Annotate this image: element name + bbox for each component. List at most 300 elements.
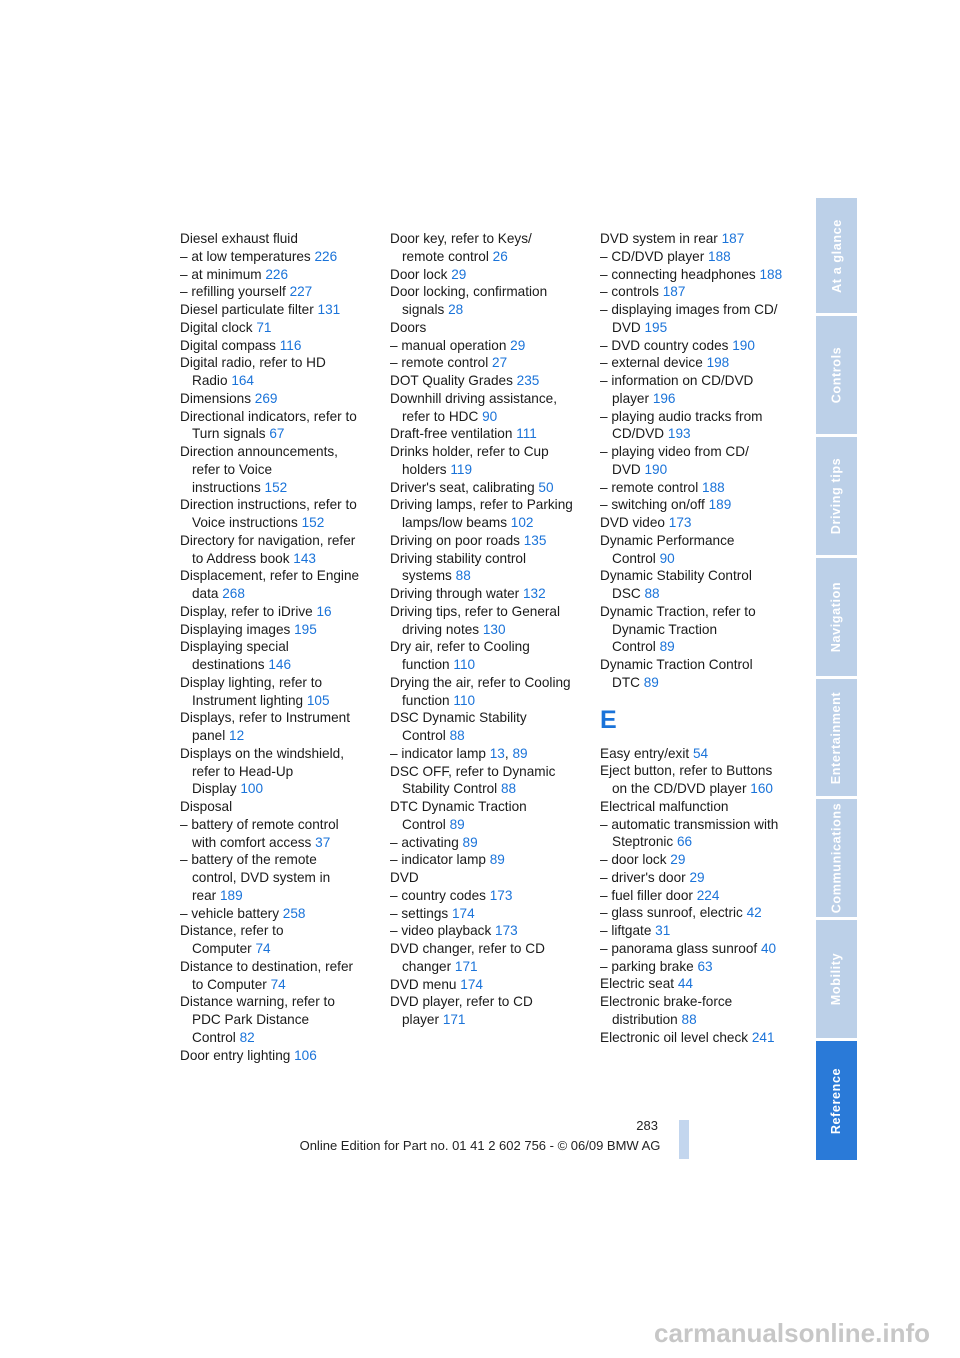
index-entry	[390, 390, 582, 426]
index-entry-text: instructions	[192, 479, 261, 495]
index-entry-text: DVD	[390, 870, 419, 885]
section-tab-label: Entertainment	[829, 691, 844, 784]
index-entry-text: – controls	[600, 284, 659, 300]
page-reference-link[interactable]: 13	[489, 745, 505, 761]
index-entry-text: Display	[192, 781, 237, 797]
index-entry-text: Direction announcements,	[180, 444, 338, 459]
page-reference-link[interactable]: 28	[448, 302, 464, 317]
index-entry	[600, 514, 792, 532]
index-entry-text: – driver's door	[600, 869, 686, 885]
page-reference-link[interactable]: 190	[644, 461, 668, 477]
page-reference-link[interactable]: 110	[453, 657, 476, 672]
index-column-1	[180, 230, 372, 1064]
page-reference-link[interactable]: 189	[219, 887, 243, 903]
index-entry	[390, 496, 582, 532]
page-reference-link[interactable]: 88	[449, 728, 465, 743]
index-entry-text: Driving on poor roads	[390, 532, 520, 548]
page-reference-link[interactable]: 105	[306, 692, 330, 708]
index-entry	[180, 621, 372, 639]
index-entry	[180, 443, 372, 496]
index-entry-text: Control	[402, 728, 446, 743]
page-reference-link[interactable]: 188	[708, 248, 731, 264]
index-entry	[600, 567, 792, 603]
index-entry-text: DSC OFF, refer to Dynamic	[390, 763, 556, 779]
section-tab-label: Navigation	[829, 581, 844, 653]
section-tab-label: Mobility	[829, 952, 844, 1006]
page-reference-link[interactable]: 131	[317, 302, 341, 317]
section-tab-driving-tips[interactable]	[816, 437, 857, 555]
index-column-2	[390, 230, 582, 1029]
index-entry-text: – fuel filler door	[600, 887, 693, 903]
page-reference-link[interactable]: 16	[316, 603, 332, 619]
page-reference-link[interactable]: 188	[702, 479, 725, 495]
index-entry-text: – panorama glass sunroof	[600, 940, 758, 956]
index-entry	[600, 904, 792, 922]
index-entry-text: rear	[192, 887, 217, 903]
page-reference-link[interactable]: 152	[264, 479, 288, 495]
page-reference-link[interactable]: 89	[462, 834, 478, 850]
index-entry-text: Computer	[192, 941, 252, 956]
page-reference-link[interactable]: 171	[442, 1012, 466, 1027]
index-entry	[390, 834, 582, 852]
index-entry-text: Directory for navigation, refer	[180, 532, 356, 548]
index-entry	[180, 496, 372, 532]
index-entry-text: – external device	[600, 355, 703, 371]
index-entry-text: Dynamic Traction	[612, 621, 718, 637]
page-reference-link[interactable]: 258	[282, 905, 306, 921]
index-entry-text: player	[402, 1012, 440, 1027]
index-entry	[390, 603, 582, 639]
index-entry-text: to Address book	[192, 550, 290, 566]
index-entry-text: – battery of remote control	[180, 816, 339, 832]
index-entry-text: – information on CD/DVD	[600, 373, 754, 388]
index-entry-text: data	[192, 586, 219, 601]
page-reference-link[interactable]: 63	[697, 958, 713, 974]
page-reference-link[interactable]: 37	[315, 834, 331, 850]
page-reference-link[interactable]: 88	[455, 568, 471, 584]
index-entry-text: Digital radio, refer to HD	[180, 355, 326, 371]
page-reference-link[interactable]: 12	[229, 728, 245, 743]
index-entry	[390, 425, 582, 443]
index-entry	[180, 390, 372, 408]
index-entry-text: – indicator lamp	[390, 745, 486, 761]
page-reference-link[interactable]: 119	[450, 461, 473, 477]
index-entry	[600, 816, 792, 852]
page-reference-link[interactable]: 160	[750, 781, 773, 796]
page-reference-link[interactable]: 195	[644, 319, 668, 335]
section-tab-mobility[interactable]	[816, 920, 857, 1038]
index-entry-text: PDC Park Distance	[192, 1012, 310, 1027]
index-entry-text: – settings	[390, 905, 449, 921]
index-entry	[600, 354, 792, 372]
index-entry	[600, 603, 792, 656]
index-entry-text: – playing video from CD/	[600, 444, 749, 459]
index-entry	[180, 745, 372, 798]
index-entry	[180, 248, 372, 266]
page-reference-link[interactable]: 71	[256, 319, 272, 335]
index-entry-text: – indicator lamp	[390, 852, 486, 868]
index-entry-text: Control	[612, 550, 656, 566]
index-entry	[390, 976, 582, 994]
index-entry-text: Control	[402, 816, 446, 832]
section-tab-navigation[interactable]	[816, 558, 857, 676]
index-entry-text: Dynamic Performance	[600, 532, 735, 548]
index-entry-text: DTC	[612, 674, 640, 690]
index-entry-text: Doors	[390, 319, 427, 335]
index-entry-text: – battery of the remote	[180, 852, 317, 868]
index-entry-text: Eject button, refer to Buttons	[600, 763, 773, 779]
page-ref-separator: ,	[504, 745, 513, 761]
index-entry	[390, 709, 582, 745]
index-entry	[390, 372, 582, 390]
index-entry	[180, 408, 372, 444]
index-entry-text: Driving tips, refer to General	[390, 603, 560, 619]
index-entry-text: destinations	[192, 657, 265, 672]
page-reference-link[interactable]: 40	[760, 940, 777, 956]
page-reference-link[interactable]: 152	[301, 515, 325, 530]
index-entry	[600, 443, 792, 479]
index-entry-text: – remote control	[600, 479, 699, 495]
index-entry-text: DOT Quality Grades	[390, 373, 513, 388]
page-reference-link[interactable]: 89	[643, 674, 659, 690]
page-reference-link[interactable]: 26	[492, 248, 508, 264]
page-reference-link[interactable]: 100	[240, 781, 264, 797]
page-reference-link[interactable]: 224	[696, 887, 720, 903]
index-entry-text: Displacement, refer to Engine	[180, 568, 360, 584]
page-reference-link[interactable]: 88	[500, 781, 517, 797]
index-entry-text: changer	[402, 958, 452, 974]
index-entry	[180, 922, 372, 958]
index-entry-text: on the CD/DVD player	[612, 781, 747, 796]
page-reference-link[interactable]: 195	[294, 621, 317, 637]
page-reference-link[interactable]: 29	[689, 869, 705, 885]
page-reference-link[interactable]: 173	[495, 923, 518, 939]
index-entry	[600, 248, 792, 266]
index-entry	[180, 354, 372, 390]
page-reference-link[interactable]: 174	[451, 905, 475, 921]
index-entry-text: – country codes	[390, 887, 486, 903]
page-reference-link[interactable]: 50	[538, 479, 554, 495]
index-entry-text: – CD/DVD player	[600, 248, 705, 264]
page-number: 283	[636, 1118, 658, 1133]
page-reference-link[interactable]: 110	[453, 692, 476, 708]
index-entry-text: control, DVD system in	[192, 870, 331, 885]
index-entry	[180, 319, 372, 337]
page-reference-link[interactable]: 269	[254, 390, 278, 406]
index-entry-text: systems	[402, 568, 452, 584]
page-reference-link[interactable]: 90	[659, 550, 675, 566]
index-entry-text: DSC Dynamic Stability	[390, 710, 527, 726]
index-entry	[180, 816, 372, 852]
section-tab-label: Reference	[829, 1067, 844, 1134]
index-entry-text: Dry air, refer to Cooling	[390, 639, 530, 655]
index-entry	[600, 762, 792, 798]
index-entry-text: DSC	[612, 586, 641, 601]
page-reference-link[interactable]: 89	[449, 816, 465, 832]
page-reference-link[interactable]: 74	[270, 976, 286, 992]
index-entry	[600, 301, 792, 337]
index-entry	[180, 905, 372, 923]
index-entry	[390, 479, 582, 497]
index-entry-text: Disposal	[180, 799, 233, 814]
index-entry	[600, 532, 792, 568]
index-entry	[180, 603, 372, 621]
page-reference-link[interactable]: 89	[489, 852, 505, 868]
index-entry	[390, 585, 582, 603]
index-entry-text: DVD changer, refer to CD	[390, 941, 545, 956]
index-entry-text: lamps/low beams	[402, 515, 508, 530]
section-tab-label: Driving tips	[829, 457, 844, 535]
index-entry	[600, 958, 792, 976]
index-entry-text: Dimensions	[180, 390, 252, 406]
index-entry	[600, 940, 792, 958]
index-entry-text: Displaying images	[180, 621, 291, 637]
page-reference-link[interactable]: 31	[655, 923, 671, 938]
page-reference-link[interactable]: 132	[522, 586, 546, 601]
index-entry-text: distribution	[612, 1011, 678, 1027]
index-entry	[390, 798, 582, 834]
page-reference-link[interactable]: 146	[268, 657, 292, 672]
section-tab-controls[interactable]	[816, 316, 857, 434]
page-reference-link[interactable]: 66	[677, 834, 693, 850]
footer-edition-note: Online Edition for Part no. 01 41 2 602 756 - © 06/09 BMW AG	[299, 1138, 661, 1153]
page-reference-link[interactable]: 82	[239, 1029, 255, 1045]
page-reference-link[interactable]: 111	[516, 426, 537, 442]
index-entry-text: Control	[192, 1029, 236, 1045]
index-entry	[390, 763, 582, 799]
index-entry	[180, 266, 372, 284]
section-tab-label: Controls	[829, 346, 844, 404]
page-reference-link[interactable]: 193	[667, 426, 691, 442]
index-entry-text: Draft-free ventilation	[390, 426, 513, 442]
index-entry-text: player	[612, 390, 650, 406]
index-entry-text: – manual operation	[390, 337, 507, 353]
index-entry-text: Drinks holder, refer to Cup	[390, 444, 549, 459]
index-letter-heading: E	[600, 705, 617, 734]
index-entry	[600, 656, 792, 692]
page-reference-link[interactable]: 89	[512, 745, 528, 761]
index-entry-text: Voice instructions	[192, 515, 298, 530]
index-entry	[390, 283, 582, 319]
page-reference-link[interactable]: 67	[269, 426, 285, 442]
index-entry	[180, 230, 372, 248]
index-entry-text: – remote control	[390, 355, 489, 371]
index-entry	[600, 993, 792, 1029]
index-entry-text: – connecting headphones	[600, 266, 756, 282]
index-entry-text: Door entry lighting	[180, 1047, 291, 1063]
page-reference-link[interactable]: 226	[314, 248, 338, 264]
page-reference-link[interactable]: 88	[681, 1011, 697, 1027]
page-reference-link[interactable]: 187	[721, 231, 745, 246]
index-entry-text: Displays on the windshield,	[180, 745, 344, 761]
index-entry-text: Diesel exhaust fluid	[180, 231, 298, 246]
page-reference-link[interactable]: 44	[677, 976, 693, 992]
index-entry-text: driving notes	[402, 621, 480, 637]
index-entry-text: Driving through water	[390, 586, 520, 601]
index-entry	[180, 301, 372, 319]
page-reference-link[interactable]: 27	[492, 355, 508, 371]
index-entry-text: Dynamic Stability Control	[600, 568, 752, 584]
index-entry-text: – glass sunroof, electric	[600, 905, 743, 921]
index-entry	[390, 905, 582, 923]
page-reference-link[interactable]: 241	[751, 1029, 775, 1045]
index-entry-text: – vehicle battery	[180, 905, 279, 921]
index-entry	[180, 674, 372, 710]
index-entry-text: Electronic brake-force	[600, 994, 733, 1009]
index-entry-text: holders	[402, 461, 447, 477]
index-entry	[600, 496, 792, 514]
page-reference-link[interactable]: 198	[706, 355, 730, 371]
index-entry-text: Downhill driving assistance,	[390, 390, 557, 406]
index-entry	[600, 869, 792, 887]
index-entry-text: Control	[612, 639, 656, 655]
index-entry	[390, 745, 582, 763]
index-entry	[390, 266, 582, 284]
index-entry-text: – playing audio tracks from	[600, 408, 763, 424]
page-reference-link[interactable]: 42	[746, 905, 762, 921]
index-entry	[600, 230, 792, 248]
index-entry-text: Steptronic	[612, 834, 674, 850]
index-entry-text: – displaying images from CD/	[600, 302, 778, 317]
index-entry-text: DVD system in rear	[600, 231, 718, 246]
index-entry	[600, 975, 792, 993]
page-reference-link[interactable]: 171	[454, 958, 478, 974]
index-entry	[390, 230, 582, 266]
index-entry-text: Door lock	[390, 266, 448, 282]
page-reference-link[interactable]: 235	[516, 373, 540, 388]
page-reference-link[interactable]: 130	[482, 621, 506, 637]
page-reference-link[interactable]: 143	[293, 550, 316, 566]
section-tab-label: At a glance	[829, 218, 844, 293]
index-entry-text: Instrument lighting	[192, 692, 304, 708]
index-entry	[600, 798, 792, 816]
index-entry-text: Directional indicators, refer to	[180, 408, 357, 424]
index-entry-text: Displays, refer to Instrument	[180, 710, 350, 726]
index-entry-text: Driver's seat, calibrating	[390, 479, 535, 495]
index-entry	[600, 887, 792, 905]
index-entry-text: Electrical malfunction	[600, 798, 729, 814]
index-entry	[180, 851, 372, 904]
page-reference-link[interactable]: 29	[451, 266, 467, 282]
index-entry-text: Stability Control	[402, 781, 498, 797]
page-reference-link[interactable]: 116	[279, 337, 302, 353]
index-entry-text: Displaying special	[180, 639, 289, 655]
index-entry-text: function	[402, 657, 450, 672]
index-entry-text: – at low temperatures	[180, 248, 311, 264]
index-entry-text: Display lighting, refer to	[180, 674, 323, 690]
page-reference-link[interactable]: 29	[670, 852, 686, 867]
index-entry-text: Drying the air, refer to Cooling	[390, 674, 571, 690]
section-tab-at-a-glance[interactable]	[816, 198, 857, 313]
page-reference-link[interactable]: 29	[510, 337, 526, 353]
index-entry	[600, 1029, 792, 1047]
index-entry-text: Turn signals	[192, 426, 266, 442]
index-entry	[600, 922, 792, 940]
page-reference-link[interactable]: 89	[659, 639, 675, 655]
page-reference-link[interactable]: 227	[289, 284, 313, 300]
index-entry	[390, 638, 582, 674]
index-entry	[390, 940, 582, 976]
page-reference-link[interactable]: 106	[294, 1047, 317, 1063]
section-tab-label: Communications	[829, 802, 844, 914]
index-entry	[600, 266, 792, 284]
page-reference-link[interactable]: 196	[652, 390, 676, 406]
section-tab-communications[interactable]	[816, 799, 857, 917]
page-reference-link[interactable]: 164	[231, 373, 254, 388]
index-entry	[600, 372, 792, 408]
page-reference-link[interactable]: 187	[662, 284, 686, 300]
index-entry	[600, 283, 792, 301]
index-entry	[180, 1047, 372, 1065]
index-entry	[180, 709, 372, 745]
index-entry	[180, 638, 372, 674]
index-entry-text: refer to Head-Up	[192, 763, 294, 779]
index-entry-text: Door locking, confirmation	[390, 284, 548, 300]
page-reference-link[interactable]: 268	[222, 586, 245, 601]
index-entry-text: – video playback	[390, 923, 492, 939]
page-reference-link[interactable]: 189	[708, 497, 732, 513]
index-entry-text: Digital compass	[180, 337, 276, 353]
page-reference-link[interactable]: 90	[482, 408, 498, 424]
page-reference-link[interactable]: 173	[668, 515, 692, 530]
page-reference-link[interactable]: 74	[255, 941, 271, 956]
section-tab-entertainment[interactable]	[816, 679, 857, 796]
index-entry-text: refer to HDC	[402, 408, 479, 424]
index-entry	[390, 869, 582, 887]
index-entry-text: DTC Dynamic Traction	[390, 799, 527, 814]
index-entry	[600, 745, 792, 763]
page-reference-link[interactable]: 102	[510, 515, 534, 530]
index-entry-text: – activating	[390, 834, 459, 850]
index-entry-text: signals	[402, 302, 445, 317]
index-entry-text: Door key, refer to Keys/	[390, 231, 532, 246]
index-entry	[600, 479, 792, 497]
index-entry-text: Direction instructions, refer to	[180, 497, 357, 513]
page-reference-link[interactable]: 88	[644, 586, 660, 601]
page-reference-link[interactable]: 174	[460, 976, 483, 992]
index-entry-text: DVD menu	[390, 976, 457, 992]
index-entry-text: – parking brake	[600, 958, 694, 974]
index-entry-text: refer to Voice	[192, 461, 273, 477]
page-reference-link[interactable]: 226	[265, 266, 289, 282]
index-entry	[600, 408, 792, 444]
page-reference-link[interactable]: 54	[692, 745, 709, 761]
index-entry-text: Distance warning, refer to	[180, 994, 335, 1010]
index-entry	[390, 851, 582, 869]
index-entry	[390, 319, 582, 337]
index-entry-text: function	[402, 692, 450, 708]
page-reference-link[interactable]: 173	[489, 887, 513, 903]
index-entry-text: Digital clock	[180, 319, 253, 335]
index-entry-text: – liftgate	[600, 923, 652, 938]
page-reference-link[interactable]: 190	[732, 337, 755, 353]
index-entry-text: Electronic oil level check	[600, 1029, 749, 1045]
index-entry-text: DVD video	[600, 515, 665, 530]
index-entry	[180, 532, 372, 568]
page-reference-link[interactable]: 188	[759, 266, 783, 282]
index-entry-text: Dynamic Traction, refer to	[600, 603, 756, 619]
index-entry-text: Display, refer to iDrive	[180, 603, 313, 619]
index-entry	[180, 993, 372, 1046]
index-entry	[390, 550, 582, 586]
page-reference-link[interactable]: 135	[523, 532, 547, 548]
index-entry-text: DVD	[612, 461, 641, 477]
index-entry-text: Distance, refer to	[180, 923, 284, 939]
index-entry-text: remote control	[402, 248, 489, 264]
index-entry-text: panel	[192, 728, 226, 743]
watermark: carmanualsonline.info	[654, 1318, 930, 1348]
index-entry-text: – door lock	[600, 852, 667, 867]
